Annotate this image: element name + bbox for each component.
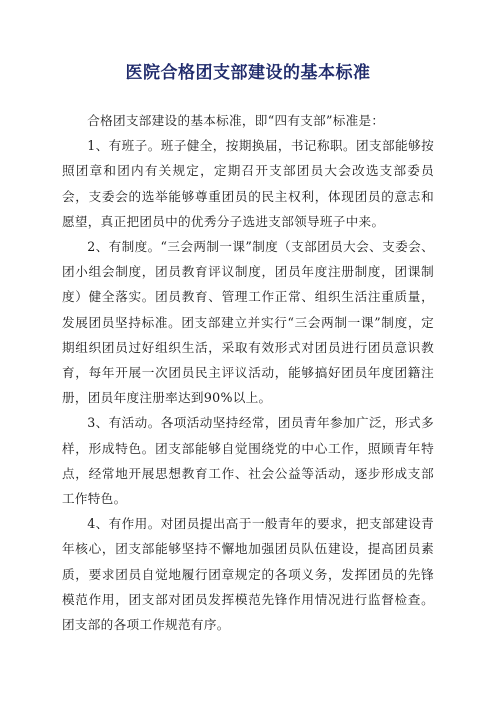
intro-paragraph: 合格团支部建设的基本标准，即“四有支部”标准是： — [87, 113, 385, 128]
standard-paragraph-system: 2、有制度。“三会两制一课”制度（支部团员大会、支委会、团小组会制度，团员教育评议制度，团员年度注册制度，团课制度）健全落实。团员教育、管理工作正常、组织生活注重质量，发展团员坚持标准。团支部建立并实行“三会两制一课”制度，定期组织团员过好组织生活，采取有效形式对团员进行团员意识教育，每年开展一次团员民主评议活动，能够搞好团员年度团籍注册，团员年度注册率达到90%以上。 — [62, 239, 434, 406]
standard-paragraph-team: 1、有班子。班子健全，按期换届，书记称职。团支部能够按照团章和团内有关规定，定期召开支部团员大会改选支部委员会，支委会的选举能够尊重团员的民主权利，体现团员的意志和愿望，真正把团员中的优秀分子选进支部领导班子中来。 — [62, 138, 434, 229]
standard-paragraph-activity: 3、有活动。各项活动坚持经常，团员青年参加广泛，形式多样，形成特色。团支部能够自觉围绕党的中心工作，照顾青年特点，经常地开展思想教育工作、社会公益等活动，逐步形成支部工作特色。 — [62, 415, 434, 507]
document-title: 医院合格团支部建设的基本标准 — [125, 63, 371, 83]
standard-paragraph-role: 4、有作用。对团员提出高于一般青年的要求，把支部建设青年核心，团支部能够坚持不懈地加强团员队伍建设，提高团员素质，要求团员自觉地履行团章规定的各项义务，发挥团员的先锋模范作用，团支部对团员发挥模范先锋作用情况进行监督检查。团支部的各项工作规范有序。 — [62, 516, 434, 633]
document-body — [62, 108, 434, 637]
